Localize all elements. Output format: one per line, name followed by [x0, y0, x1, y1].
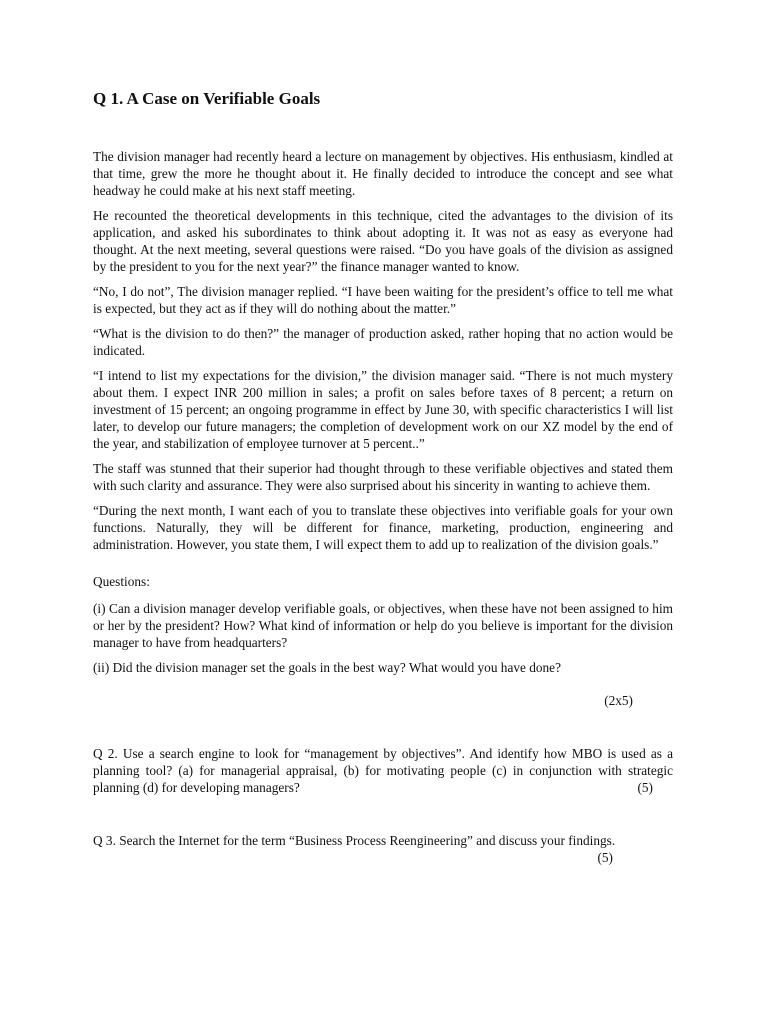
case-paragraph-4: “What is the division to do then?” the manager of production asked, rather hoping that no action would be indicated. [93, 326, 673, 358]
case-title: Q 1. A Case on Verifiable Goals [93, 89, 321, 108]
document-content [93, 88, 673, 866]
case-paragraph-6: The staff was stunned that their superior had thought through to these verifiable objectives and stated them with such clarity and assurance. They were also surprised about his sincerity in wanting to achieve them. [93, 461, 673, 493]
question-3 [93, 832, 673, 849]
question-ii: (ii) Did the division manager set the goals in the best way? What would you have done? [93, 660, 561, 675]
case-paragraph-7: “During the next month, I want each of you to translate these objectives into verifiable goals for your own functions. Naturally, they will be different for finance, marketing, production, engineering and administration. However, you state them, I will expect them to add up to realization of the division goals.” [93, 503, 673, 552]
question-3-text: Q 3. Search the Internet for the term “Business Process Reengineering” and discuss your findings. [93, 833, 616, 848]
case-paragraph-5: “I intend to list my expectations for the division,” the division manager said. “There is not much mystery about them. I expect INR 200 million in sales; a profit on sales before taxes of 8 percent; a return on investment of 15 percent; an ongoing programme in effect by June 30, with specific characteristics I will list later, to develop our future managers; the completion of development work on our XZ model by the end of the year, and stabilization of employee turnover at 5 percent..” [93, 368, 673, 451]
case-paragraph-3: “No, I do not”, The division manager replied. “I have been waiting for the president’s office to tell me what is expected, but they act as if they will do nothing about the matter.” [93, 284, 673, 316]
question-2 [93, 745, 673, 796]
q1-marks: (2x5) [604, 693, 633, 708]
question-2-text: Q 2. Use a search engine to look for “management by objectives”. And identify how MBO is used as a planning tool? (a) for managerial appraisal, (b) for motivating people (c) in conjunction with strategic planning (d) for developing managers? [93, 746, 673, 795]
questions-label: Questions: [93, 574, 150, 589]
case-paragraph-2: He recounted the theoretical developments in this technique, cited the advantages to the division of its application, and asked his subordinates to think about adopting it. It was not as easy as everyone had thought. At the next meeting, several questions were raised. “Do you have goals of the division as assigned by the president to you for the next year?” the finance manager wanted to know. [93, 208, 673, 274]
q3-marks: (5) [597, 850, 613, 865]
q2-marks: (5) [637, 780, 653, 795]
case-paragraph-1: The division manager had recently heard a lecture on management by objectives. His enthusiasm, kindled at that time, grew the more he thought about it. He finally decided to introduce the concept and see what headway he could make at his next staff meeting. [93, 149, 673, 198]
question-i: (i) Can a division manager develop verifiable goals, or objectives, when these have not been assigned to him or her by the president? How? What kind of information or help do you believe is important for the division manager to have from headquarters? [93, 601, 673, 650]
